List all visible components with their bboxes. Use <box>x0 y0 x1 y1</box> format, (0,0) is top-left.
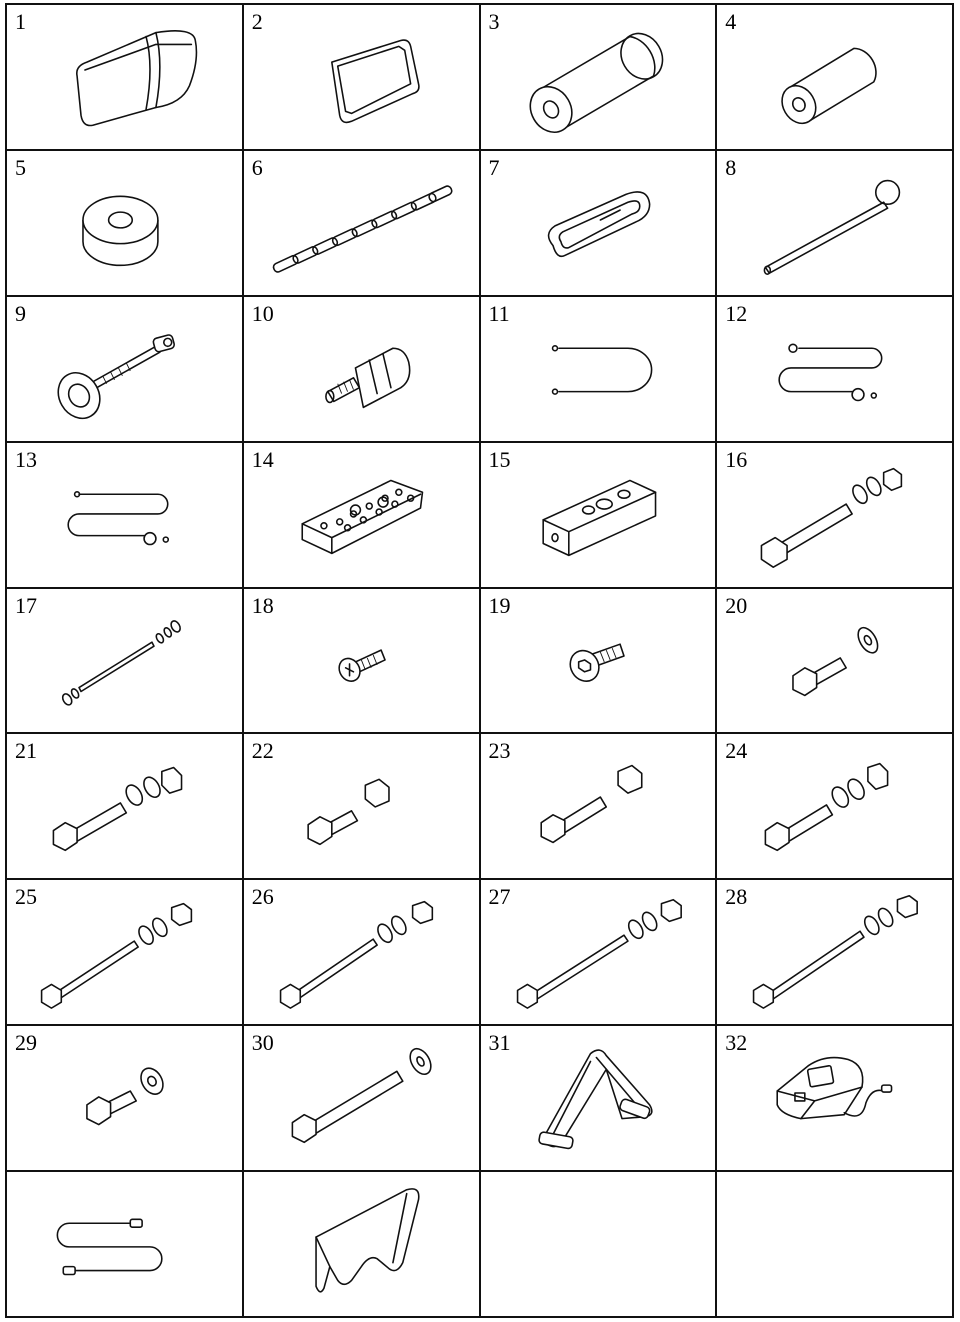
part-number: 27 <box>488 884 511 910</box>
part-cell-29 <box>7 1026 244 1172</box>
part-number: 3 <box>488 9 500 34</box>
part-cell-26 <box>244 880 481 1026</box>
bolt-with-washers-and-nut-icon <box>717 443 952 587</box>
part-cell-1 <box>7 5 244 151</box>
empty-cell <box>481 1172 718 1318</box>
part-cell-7 <box>481 151 718 297</box>
part-cell-11 <box>481 297 718 443</box>
part-number: 10 <box>251 300 274 326</box>
part-cell-10 <box>244 297 481 443</box>
bolt-with-washers-and-nut-icon <box>717 734 952 878</box>
empty-cell <box>717 1172 954 1318</box>
part-cell-9 <box>7 297 244 443</box>
part-cell-16 <box>717 443 954 589</box>
medium-cable-icon <box>717 297 952 441</box>
square-block-icon <box>481 443 716 587</box>
threaded-rod-icon <box>7 589 242 733</box>
triangle-handle-icon <box>481 1026 716 1170</box>
part-cell-14 <box>244 443 481 589</box>
part-number: 15 <box>488 446 511 472</box>
part-cell-8 <box>717 151 954 297</box>
part-cell-19 <box>481 589 718 735</box>
short-bolt-with-washer-icon <box>717 589 952 733</box>
part-cell-20 <box>717 589 954 735</box>
bolt-with-washers-and-nut-icon <box>7 734 242 878</box>
long-bolt-with-washers-and-nut-icon <box>7 880 242 1024</box>
phillips-screw-icon <box>244 589 479 733</box>
chain-icon <box>244 151 479 295</box>
part-cell-18 <box>244 589 481 735</box>
long-cable-icon <box>7 443 242 587</box>
small-foam-roller-icon <box>717 5 952 149</box>
part-number: 8 <box>725 154 737 180</box>
part-number: 31 <box>488 1030 511 1056</box>
part-cell-2 <box>244 5 481 151</box>
part-cell-15 <box>481 443 718 589</box>
mounting-plate-icon <box>244 443 479 587</box>
part-cell-4 <box>717 5 954 151</box>
part-cell-34 <box>244 1172 481 1318</box>
part-number: 14 <box>251 446 274 472</box>
bracket-plate-icon <box>244 1172 479 1316</box>
part-cell-6 <box>244 151 481 297</box>
part-cell-33 <box>7 1172 244 1318</box>
seat-pad-icon <box>7 5 242 149</box>
part-number: 5 <box>15 154 26 180</box>
part-cell-25 <box>7 880 244 1026</box>
part-cell-31 <box>481 1026 718 1172</box>
part-number: 21 <box>15 738 37 764</box>
part-cell-21 <box>7 734 244 880</box>
part-number: 16 <box>725 446 748 472</box>
part-number: 7 <box>488 154 500 180</box>
back-pad-icon <box>244 5 479 149</box>
part-number: 20 <box>725 592 748 618</box>
part-number: 32 <box>725 1030 748 1056</box>
part-number: 30 <box>251 1030 274 1056</box>
hex-socket-screw-icon <box>481 589 716 733</box>
pop-pin-knob-icon <box>244 297 479 441</box>
large-foam-roller-icon <box>481 5 716 149</box>
short-bolt-with-washer-icon <box>7 1026 242 1170</box>
part-number: 9 <box>15 300 26 326</box>
bolt-with-nut-icon <box>481 734 716 878</box>
part-number: 24 <box>725 738 748 764</box>
part-cell-13 <box>7 443 244 589</box>
part-cell-12 <box>717 297 954 443</box>
short-cable-icon <box>481 297 716 441</box>
long-bolt-with-washers-and-nut-icon <box>717 880 952 1024</box>
part-cell-5 <box>7 151 244 297</box>
part-number: 2 <box>251 9 263 34</box>
part-cell-22 <box>244 734 481 880</box>
part-number: 18 <box>251 592 274 618</box>
part-number: 4 <box>725 9 737 34</box>
part-cell-28 <box>717 880 954 1026</box>
adjustment-knob-icon <box>7 297 242 441</box>
part-number: 28 <box>725 884 748 910</box>
part-number: 12 <box>725 300 748 326</box>
part-number: 13 <box>15 446 37 472</box>
short-bolt-with-nut-icon <box>244 734 479 878</box>
coiled-cable-icon <box>7 1172 242 1316</box>
carabiner-clip-icon <box>481 151 716 295</box>
part-number: 1 <box>15 9 26 34</box>
part-number: 25 <box>15 884 37 910</box>
part-cell-23 <box>481 734 718 880</box>
part-number: 22 <box>251 738 274 764</box>
part-number: 19 <box>488 592 511 618</box>
console-icon <box>717 1026 952 1170</box>
long-bolt-with-washers-and-nut-icon <box>481 880 716 1024</box>
part-number: 17 <box>15 592 37 618</box>
part-number: 6 <box>251 154 263 180</box>
part-number: 26 <box>251 884 274 910</box>
part-cell-32 <box>717 1026 954 1172</box>
part-cell-30 <box>244 1026 481 1172</box>
weight-pin-icon <box>717 151 952 295</box>
round-bushing-icon <box>7 151 242 295</box>
part-number: 11 <box>488 300 510 326</box>
part-number: 29 <box>15 1030 37 1056</box>
part-cell-27 <box>481 880 718 1026</box>
part-number: 23 <box>488 738 511 764</box>
part-cell-17 <box>7 589 244 735</box>
long-bolt-with-washers-and-nut-icon <box>244 880 479 1024</box>
part-cell-24 <box>717 734 954 880</box>
long-bolt-with-washer-icon <box>244 1026 479 1170</box>
parts-grid <box>5 3 954 1318</box>
part-cell-3 <box>481 5 718 151</box>
